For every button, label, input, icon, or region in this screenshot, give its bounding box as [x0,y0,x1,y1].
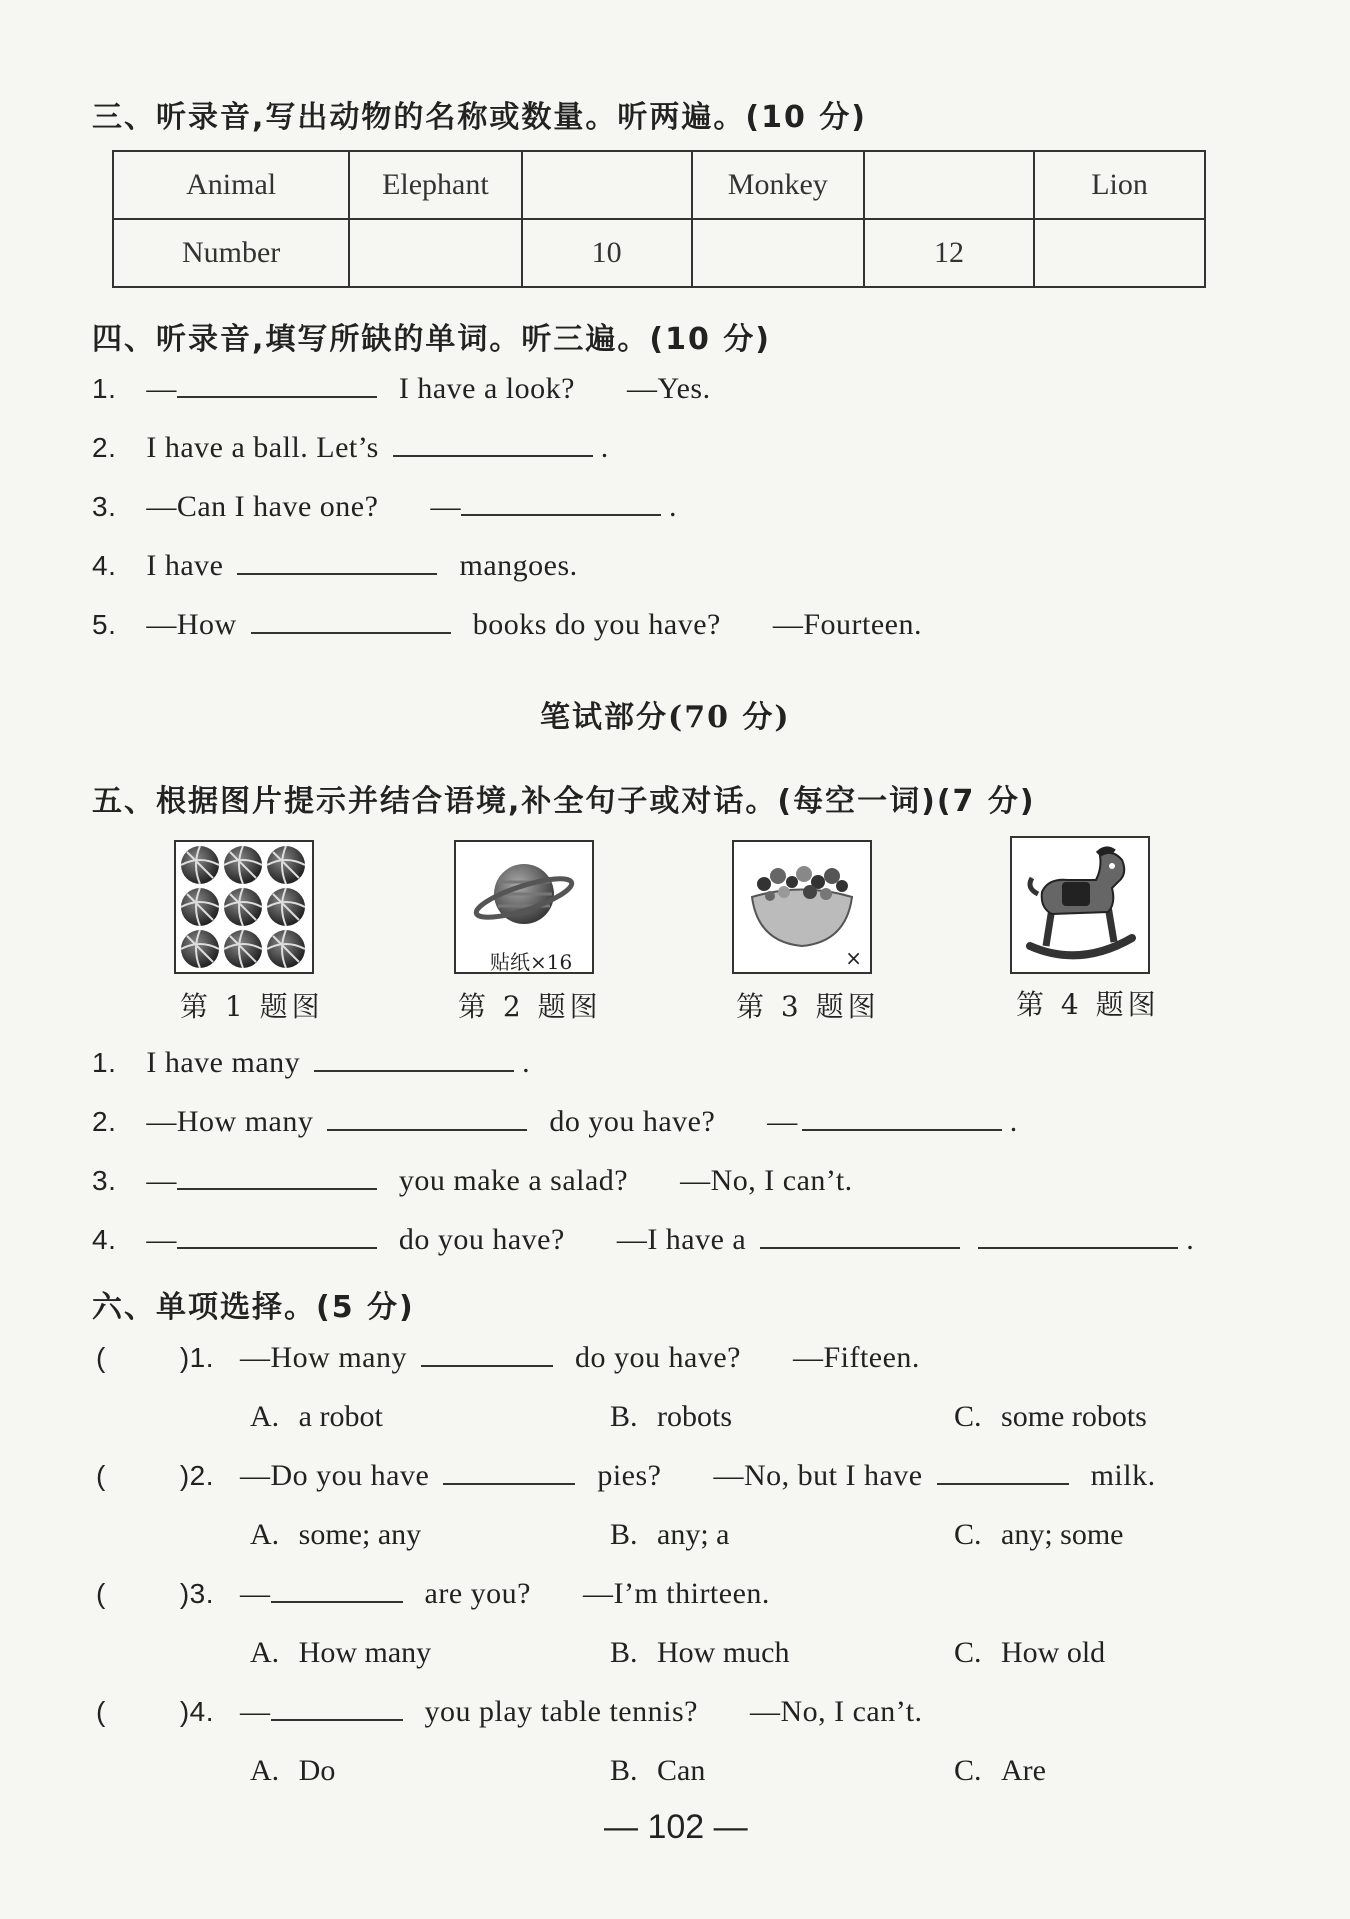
option-b[interactable]: B. robots [610,1400,733,1433]
written-part-heading: 笔试部分(70 分) [540,700,791,735]
answer-blank[interactable] [937,1482,1069,1485]
planet-sticker-icon [456,842,592,942]
picture-1-caption: 第 1 题图 [180,990,324,1023]
list-item: 3. —Can I have one? — . [92,490,677,523]
list-item: 1. I have many . [92,1046,531,1079]
option-b[interactable]: B. How much [610,1636,790,1669]
table-cell: Number [113,219,349,287]
animal-number-table [112,150,1206,288]
option-b[interactable]: B. any; a [610,1518,730,1551]
sticker-count-label: 贴纸×16 [490,950,573,974]
cross-mark: × [845,946,862,970]
table-cell: Lion [1034,151,1205,219]
list-item: 5. —How books do you have? —Fourteen. [92,608,922,641]
answer-blank[interactable] [271,1600,403,1603]
list-item: 4. I have mangoes. [92,549,578,582]
answer-blank[interactable] [443,1482,575,1485]
answer-blank[interactable] [461,513,661,516]
answer-blank[interactable] [393,454,593,457]
section-5-title: 五、根据图片提示并结合语境,补全句子或对话。(每空一词)(7 分) [92,784,1036,819]
picture-3-caption: 第 3 题图 [736,990,880,1023]
rocking-horse-picture [1010,836,1150,974]
picture-2-caption: 第 2 题图 [458,990,602,1023]
rocking-horse-icon [1012,838,1148,972]
sticker-picture [454,840,594,974]
answer-blank[interactable] [177,1187,377,1190]
table-cell: Elephant [349,151,521,219]
answer-blank[interactable] [271,1718,403,1721]
section-6-title: 六、单项选择。(5 分) [92,1290,415,1325]
list-item: 2. —How many do you have? — . [92,1105,1018,1138]
answer-blank[interactable] [802,1128,1002,1131]
answer-blank[interactable] [978,1246,1178,1249]
salad-picture [732,840,872,974]
table-cell [522,151,692,219]
table-cell [692,219,864,287]
table-cell: Animal [113,151,349,219]
answer-blank[interactable] [760,1246,960,1249]
table-cell: 10 [522,219,692,287]
table-cell: 12 [864,219,1034,287]
section-4-title: 四、听录音,填写所缺的单词。听三遍。(10 分) [92,322,772,357]
option-c[interactable]: C. How old [954,1636,1106,1669]
answer-blank[interactable] [421,1364,553,1367]
answer-blank[interactable] [237,572,437,575]
question-3: ( )3. — are you? —I’m thirteen. [96,1577,770,1610]
table-row [113,219,1205,287]
answer-blank[interactable] [177,1246,377,1249]
option-b[interactable]: B. Can [610,1754,706,1787]
option-a[interactable]: A. a robot [250,1400,383,1433]
answer-blank[interactable] [177,395,377,398]
answer-blank[interactable] [251,631,451,634]
answer-blank[interactable] [327,1128,527,1131]
balls-icon [176,842,312,972]
balls-picture [174,840,314,974]
list-item: 4. — do you have? —I have a . [92,1223,1195,1256]
table-cell [349,219,521,287]
option-c[interactable]: C. some robots [954,1400,1147,1433]
option-c[interactable]: C. Are [954,1754,1046,1787]
table-cell: Monkey [692,151,864,219]
option-a[interactable]: A. some; any [250,1518,422,1551]
option-a[interactable]: A. How many [250,1636,432,1669]
question-1: ( )1. —How many do you have? —Fifteen. [96,1341,920,1374]
list-item: 1. — I have a look? —Yes. [92,372,711,405]
table-cell [864,151,1034,219]
section-3-title: 三、听录音,写出动物的名称或数量。听两遍。(10 分) [92,100,868,135]
question-2: ( )2. —Do you have pies? —No, but I have milk. [96,1459,1156,1492]
option-c[interactable]: C. any; some [954,1518,1124,1551]
answer-blank[interactable] [314,1069,514,1072]
question-4: ( )4. — you play table tennis? —No, I can’t. [96,1695,923,1728]
table-cell [1034,219,1205,287]
picture-4-caption: 第 4 题图 [1016,988,1160,1021]
option-a[interactable]: A. Do [250,1754,336,1787]
list-item: 2. I have a ball. Let’s . [92,431,609,464]
page-number: — 102 — [604,1808,748,1846]
table-row [113,151,1205,219]
list-item: 3. — you make a salad? —No, I can’t. [92,1164,853,1197]
